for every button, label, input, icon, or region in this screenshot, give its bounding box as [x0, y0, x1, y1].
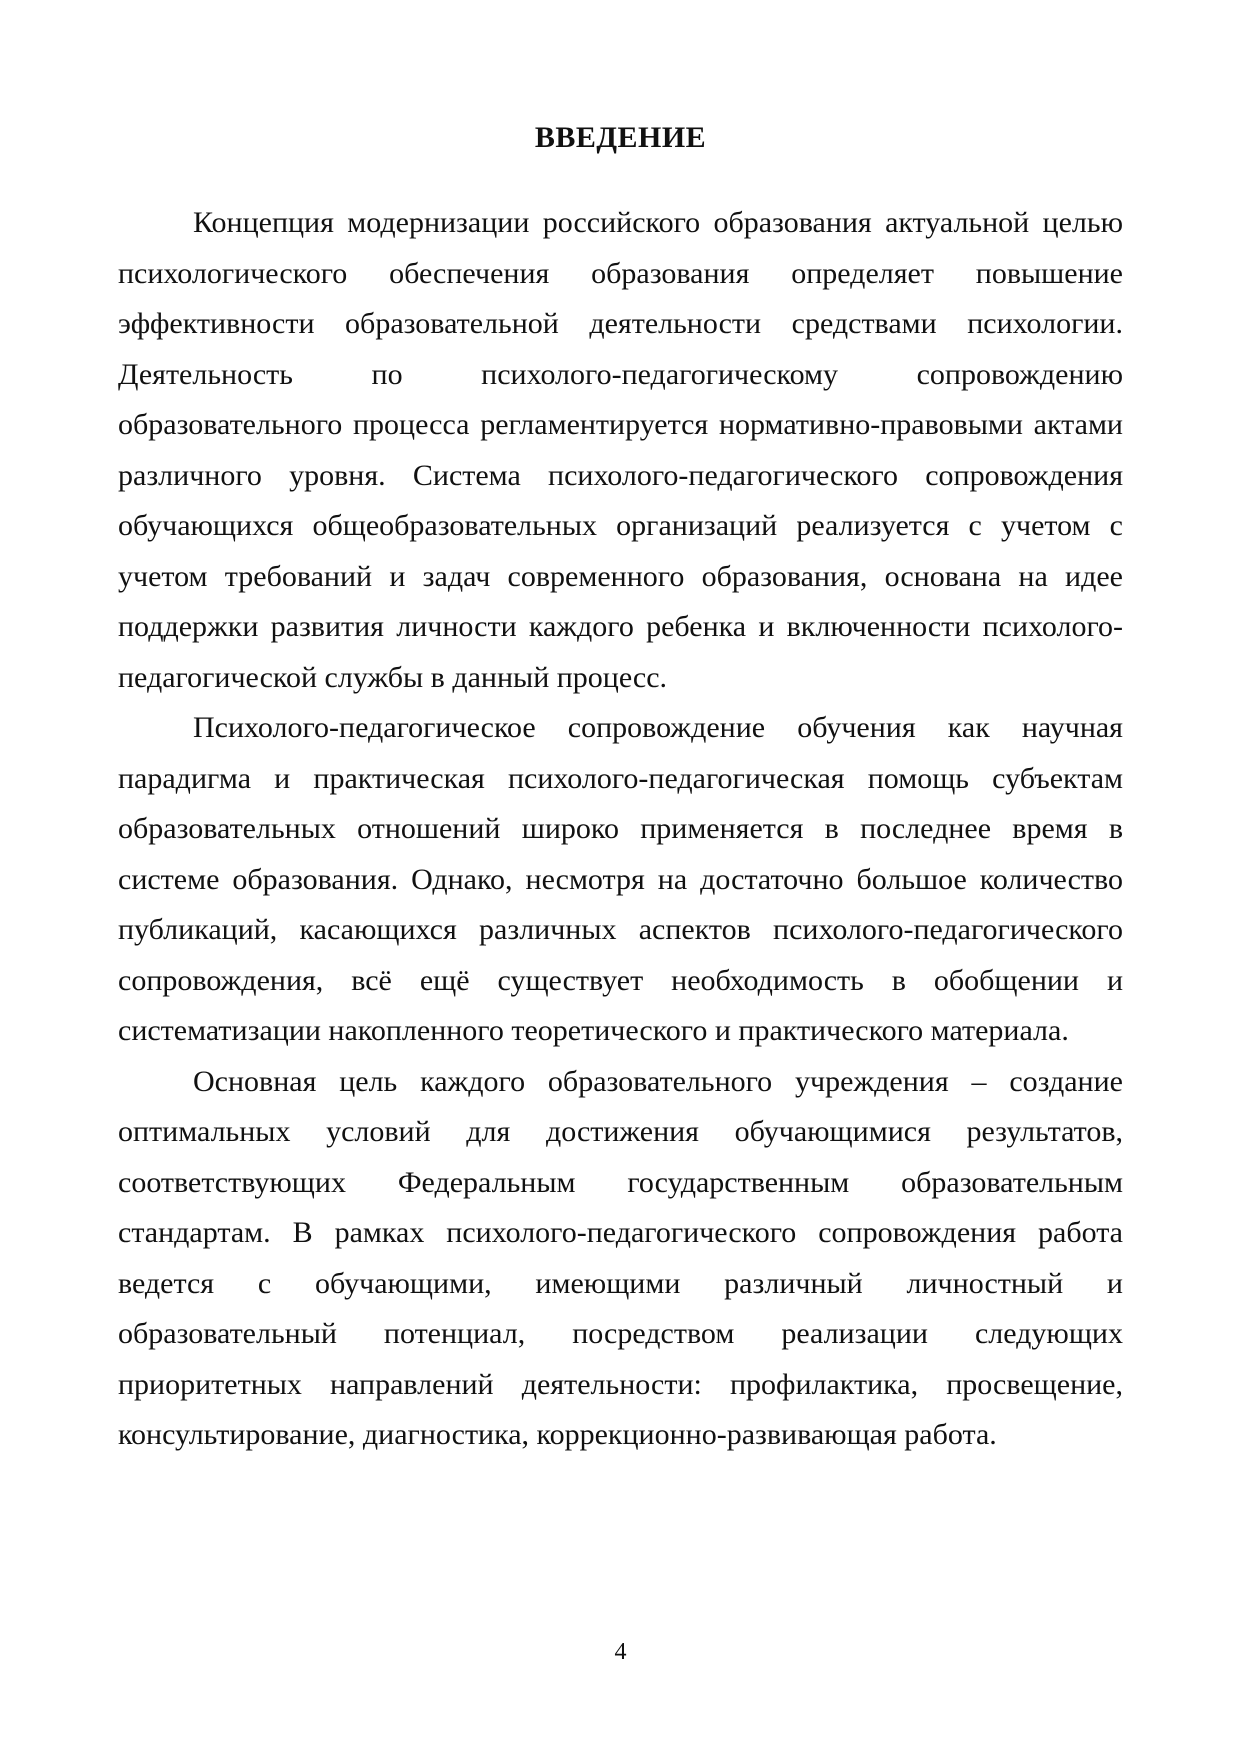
- paragraph-1: Концепция модернизации российского образования актуальной целью психологического обеспечения образования определяет повышение эффективности образовательной деятельности средствами психологии. Деятельность по психолого-педагогическому сопровождению образовательного процесса регламентируется нормативно-правовыми актами различного уровня. Система психолого-педагогического сопровождения обучающихся общеобразовательных организаций реализуется с учетом с учетом требований и задач современного образования, основана на идее поддержки развития личности каждого ребенка и включенности психолого-педагогической службы в данный процесс.: [118, 206, 1123, 694]
- paragraph-2: Психолого-педагогическое сопровождение обучения как научная парадигма и практическая психолого-педагогическая помощь субъектам образовательных отношений широко применяется в последнее время в системе образования. Однако, несмотря на достаточно большое количество публикаций, касающихся различных аспектов психолого-педагогического сопровождения, всё ещё существует необходимость в обобщении и систематизации накопленного теоретического и практического материала.: [118, 711, 1123, 1047]
- page-title: ВВЕДЕНИЕ: [534, 121, 707, 154]
- page-number: 4: [614, 1639, 627, 1665]
- paragraph-3: Основная цель каждого образовательного учреждения – создание оптимальных условий для достижения обучающимися результатов, соответствующих Федеральным государственным образовательным стандартам. В рамках психолого-педагогического сопровождения работа ведется с обучающими, имеющими различный личностный и образовательный потенциал, посредством реализации следующих приоритетных направлений деятельности: профилактика, просвещение, консультирование, диагностика, коррекционно-развивающая работа.: [118, 1064, 1123, 1451]
- document-body: [118, 198, 1123, 1461]
